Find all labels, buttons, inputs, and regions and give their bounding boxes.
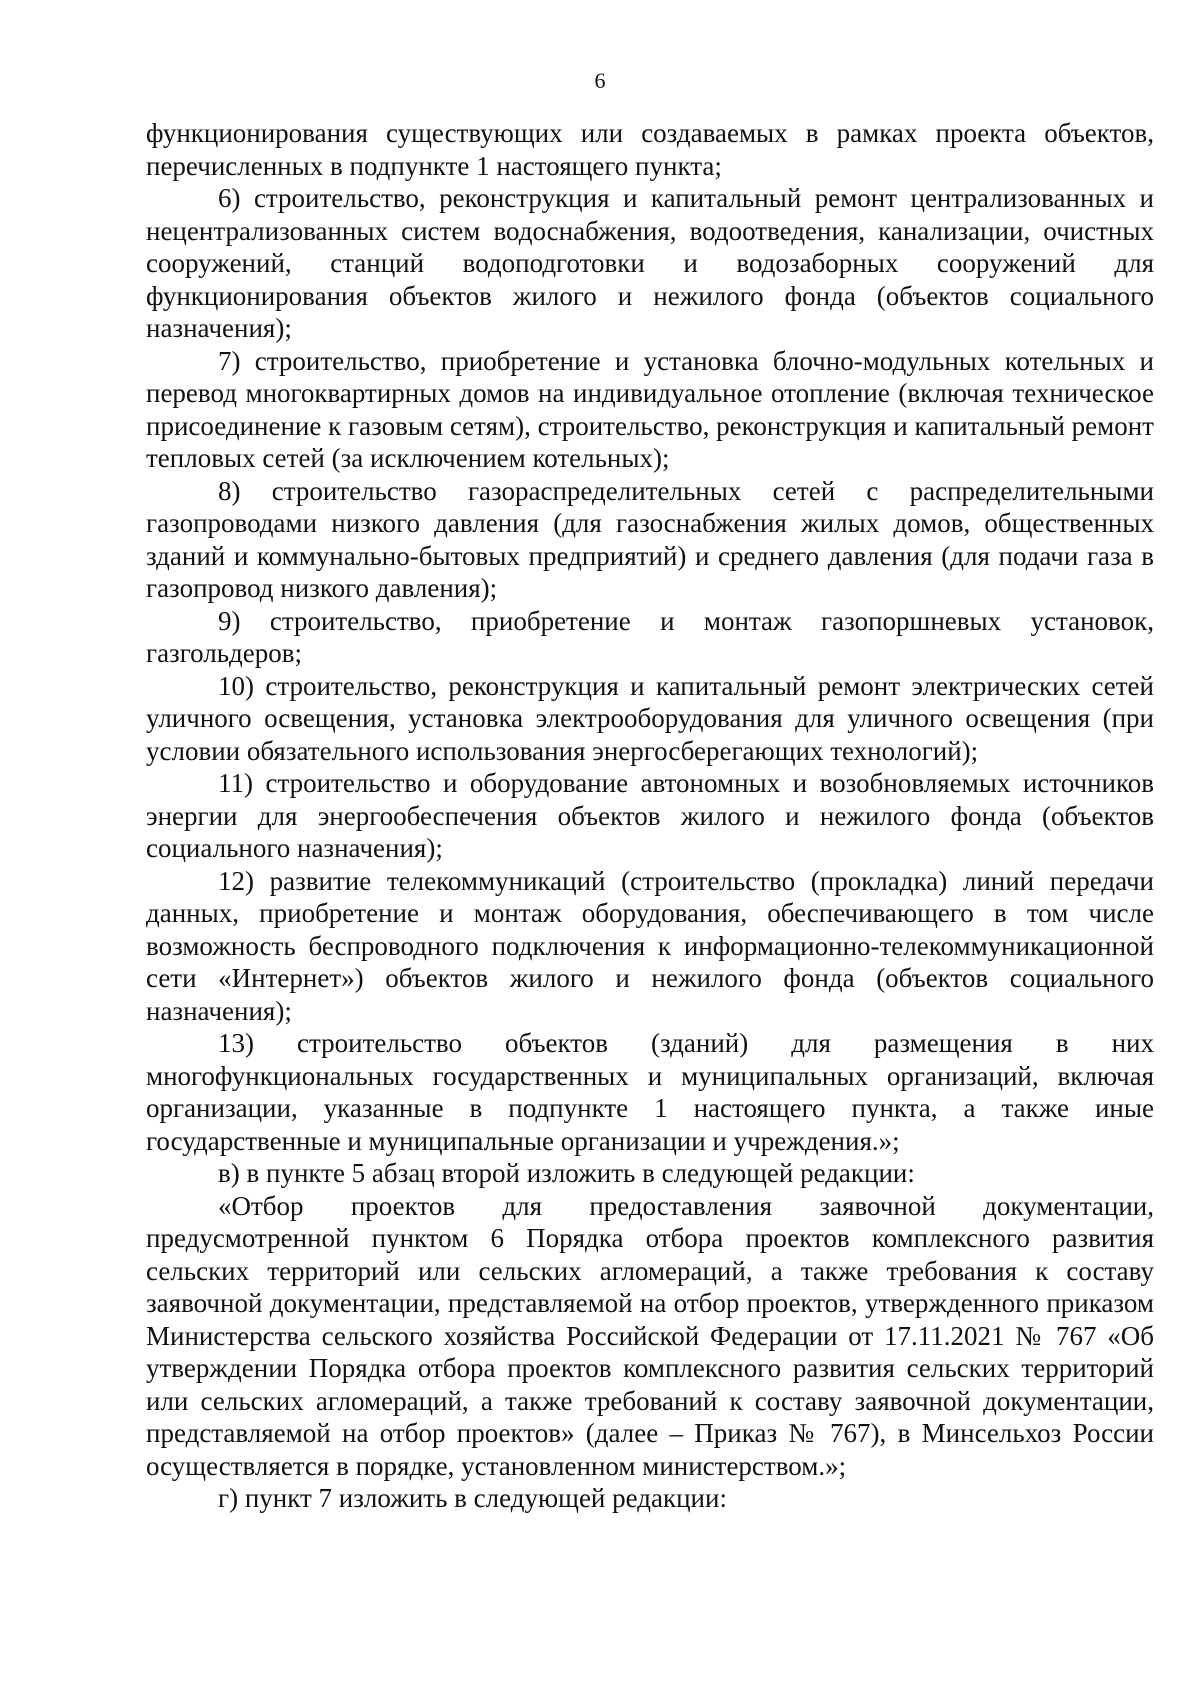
paragraph-item-6: 6) строительство, реконструкция и капитальный ремонт централизованных и нецентрализованных систем водоснабжения, водоотведения, канализации, очистных сооружений, станций водоподготовки и водозаборных сооружений для функционирования объектов жилого и нежилого фонда (объектов социального назначения); [146, 183, 1154, 343]
paragraph-item-9: 9) строительство, приобретение и монтаж газопоршневых установок, газгольдеров; [146, 605, 1154, 668]
document-body [146, 117, 1154, 1515]
paragraph-amendment-g: г) пункт 7 изложить в следующей редакции: [218, 1483, 727, 1513]
paragraph-continuation: функционирования существующих или создаваемых в рамках проекта объектов, перечисленных в подпункте 1 настоящего пункта; [146, 118, 1154, 181]
paragraph-item-11: 11) строительство и оборудование автономных и возобновляемых источников энергии для энергообеспечения объектов жилого и нежилого фонда (объектов социального назначения); [146, 768, 1154, 863]
paragraph-amendment-v: в) в пункте 5 абзац второй изложить в следующей редакции: [218, 1158, 915, 1188]
paragraph-item-8: 8) строительство газораспределительных сетей с распределительными газопроводами низкого давления (для газоснабжения жилых домов, общественных зданий и коммунально-бытовых предприятий) и среднего давления (для подачи газа в газопровод низкого давления); [146, 475, 1154, 603]
page-number: 6 [594, 68, 606, 93]
paragraph-quoted-text: «Отбор проектов для предоставления заявочной документации, предусмотренной пунктом 6 Порядка отбора проектов комплексного развития сельских территорий или сельских агломераций, а также требования к составу заявочной документации, представляемой на отбор проектов, утвержденного приказом Министерства сельского хозяйства Российской Федерации от 17.11.2021 № 767 «Об утверждении Порядка отбора проектов комплексного развития сельских территорий или сельских агломераций, а также требований к составу заявочной документации, представляемой на отбор проектов» (далее – Приказ № 767), в Минсельхоз России осуществляется в порядке, установленном министерством.»; [146, 1190, 1154, 1481]
paragraph-item-12: 12) развитие телекоммуникаций (строительство (прокладка) линий передачи данных, приобретение и монтаж оборудования, обеспечивающего в том числе возможность беспроводного подключения к информационно-телекоммуникационной сети «Интернет») объектов жилого и нежилого фонда (объектов социального назначения); [146, 865, 1154, 1026]
paragraph-item-13: 13) строительство объектов (зданий) для размещения в них многофункциональных государственных и муниципальных организаций, включая организации, указанные в подпункте 1 настоящего пункта, а также иные государственные и муниципальные организации и учреждения.»; [146, 1028, 1154, 1156]
paragraph-item-10: 10) строительство, реконструкция и капитальный ремонт электрических сетей уличного освещения, установка электрооборудования для уличного освещения (при условии обязательного использования энергосберегающих технологий); [146, 670, 1154, 766]
paragraph-item-7: 7) строительство, приобретение и установка блочно-модульных котельных и перевод многоквартирных домов на индивидуальное отопление (включая техническое присоединение к газовым сетям), строительство, реконструкция и капитальный ремонт тепловых сетей (за исключением котельных); [146, 345, 1154, 473]
